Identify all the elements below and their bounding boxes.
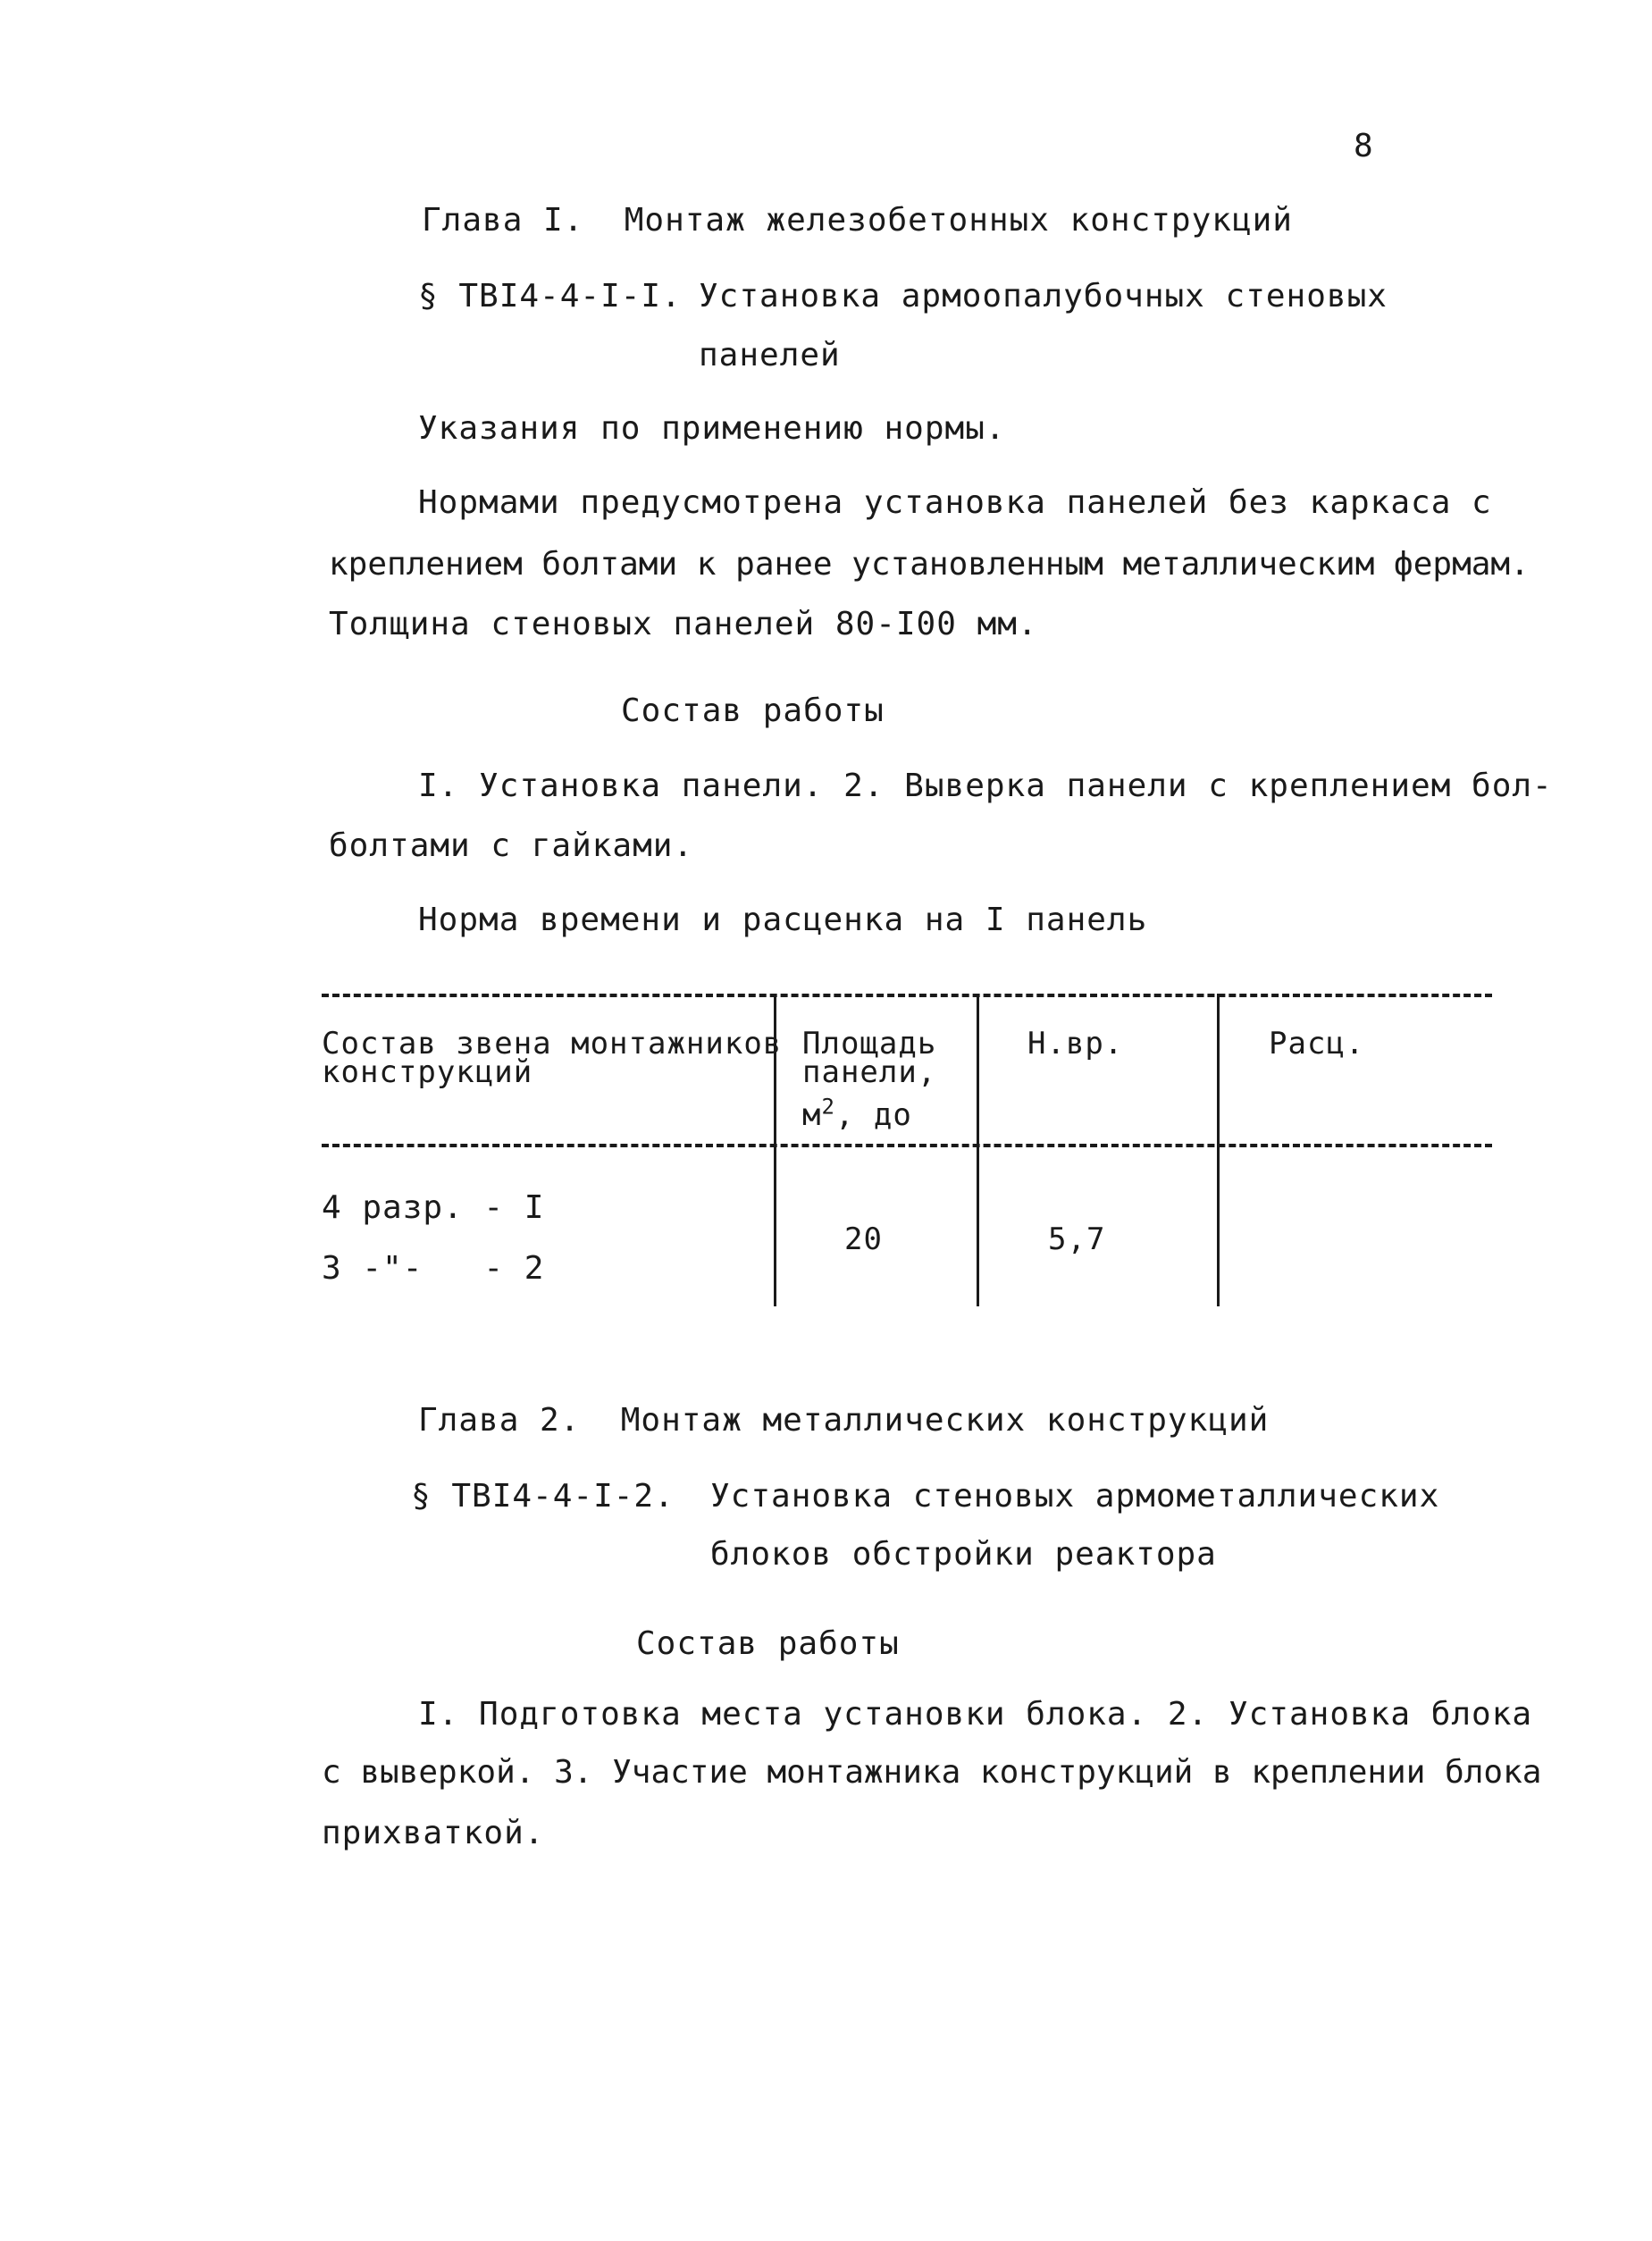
header-area-1: Площадь <box>802 1026 937 1062</box>
page-number: 8 <box>1354 128 1374 164</box>
chapter2-work-line-1: I. Подготовка места установки блока. 2. Установка блока <box>418 1696 1533 1733</box>
table-col-divider-2 <box>977 994 979 1306</box>
header-crew-2: конструкций <box>322 1054 533 1090</box>
row-crew-2: 3 -"- - 2 <box>322 1250 545 1287</box>
norm-heading: Норма времени и расценка на I панель <box>418 902 1148 938</box>
header-area-2: панели, <box>802 1054 937 1090</box>
chapter1-section-number: § ТВI4-4-I-I. <box>418 278 682 315</box>
chapter2-work-line-3: прихваткой. <box>322 1815 545 1851</box>
row-area: 20 <box>844 1221 883 1257</box>
table-col-divider-3 <box>1217 994 1220 1306</box>
chapter1-section-title-1: Установка армоопалубочных стеновых <box>699 278 1388 315</box>
chapter1-work-heading: Состав работы <box>621 692 885 729</box>
chapter2-work-heading: Состав работы <box>636 1625 900 1662</box>
header-area-unit: $м^2$, до <box>802 1094 912 1133</box>
chapter1-section-title-2: панелей <box>699 337 841 374</box>
chapter1-title: Глава I. Монтаж железобетонных конструкций <box>422 202 1293 239</box>
instructions-line-1: Нормами предусмотрена установка панелей без каркаса с <box>418 484 1492 521</box>
header-time: Н.вр. <box>1027 1026 1124 1062</box>
chapter2-title: Глава 2. Монтаж металлических конструкций <box>418 1402 1270 1439</box>
chapter2-section-title-2: блоков обстройки реактора <box>710 1536 1217 1573</box>
header-crew-1: Состав звена монтажников <box>322 1026 783 1062</box>
chapter1-work-line-1: I. Установка панели. 2. Выверка панели с креплением бол- <box>418 768 1553 804</box>
instructions-line-3: Толщина стеновых панелей 80-I00 мм. <box>329 606 1038 642</box>
instructions-heading: Указания по применению нормы. <box>418 410 1006 447</box>
row-time: 5,7 <box>1048 1221 1106 1257</box>
table-header-rule <box>322 1144 1492 1147</box>
table-top-rule <box>322 994 1492 997</box>
chapter2-section-title-1: Установка стеновых армометаллических <box>710 1478 1440 1515</box>
row-crew-1: 4 разр. - I <box>322 1189 545 1226</box>
chapter2-work-line-2: с выверкой. 3. Участие монтажника конструкций в креплении блока <box>322 1754 1542 1791</box>
header-rate: Расц. <box>1269 1026 1365 1062</box>
chapter1-work-line-2: болтами с гайками. <box>329 827 694 864</box>
instructions-line-2: креплением болтами к ранее установленным металлическим фермам. <box>329 546 1530 583</box>
chapter2-section-number: § ТВI4-4-I-2. <box>411 1478 675 1515</box>
